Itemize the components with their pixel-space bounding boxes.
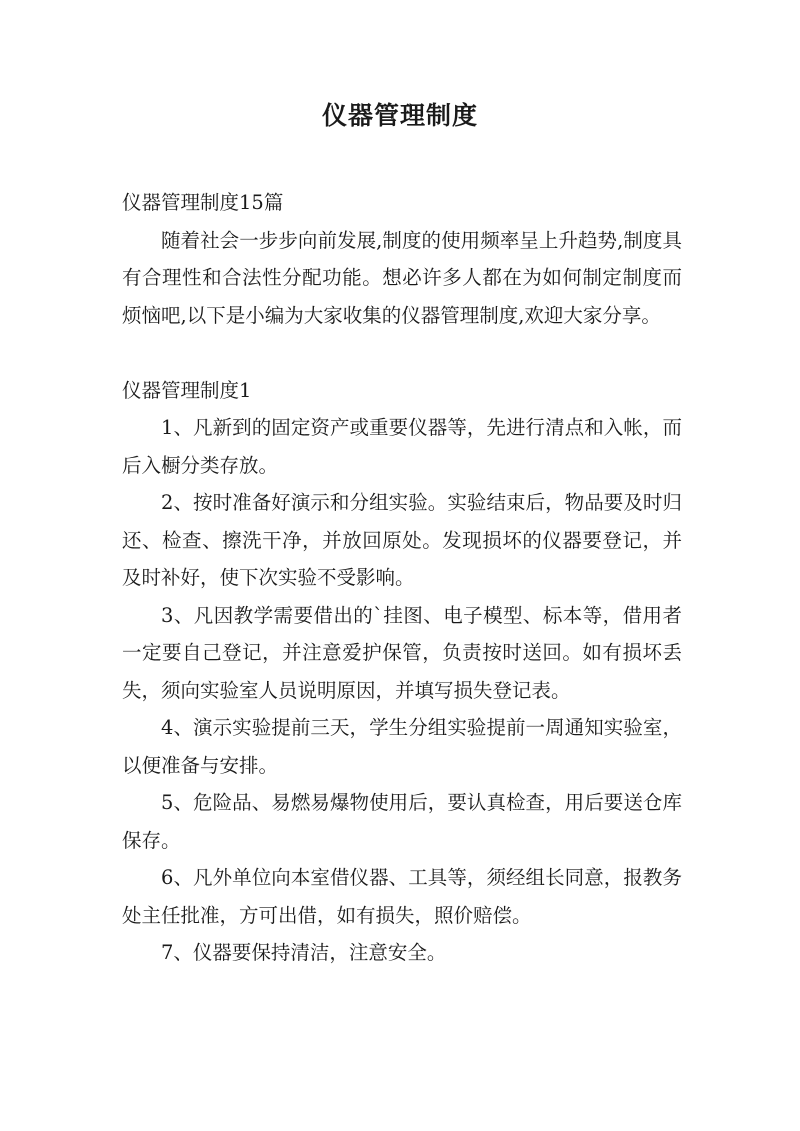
- document-title: 仪器管理制度: [321, 101, 478, 130]
- intro-paragraph: 随着社会一步步向前发展,制度的使用频率呈上升趋势,制度具有合理性和合法性分配功能。想必许多人都在为如何制定制度而烦恼吧,以下是小编为大家收集的仪器管理制度,欢迎大家分享。: [122, 228, 682, 327]
- rule-item-6: 6、凡外单位向本室借仪器、工具等，须经组长同意，报教务处主任批准，方可出借，如有损失，照价赔偿。: [122, 866, 682, 927]
- rule-item-7: 7、仪器要保持清洁，注意安全。: [161, 941, 447, 964]
- document-body: [122, 184, 682, 972]
- rule-item-1: 1、凡新到的固定资产或重要仪器等，先进行清点和入帐，而后入橱分类存放。: [122, 416, 682, 477]
- rule-item-2: 2、按时准备好演示和分组实验。实验结束后，物品要及时归还、检查、擦洗干净，并放回原处。发现损坏的仪器要登记，并及时补好，使下次实验不受影响。: [122, 491, 682, 589]
- intro-label: 仪器管理制度15篇: [122, 191, 284, 214]
- paragraph-spacer: [122, 334, 682, 372]
- section-label: 仪器管理制度1: [122, 378, 252, 402]
- rule-item-5: 5、危险品、易燃易爆物使用后，要认真检查，用后要送仓库保存。: [122, 791, 682, 852]
- rule-item-3: 3、凡因教学需要借出的`挂图、电子模型、标本等，借用者一定要自己登记，并注意爱护保管，负责按时送回。如有损坏丢失，须向实验室人员说明原因，并填写损失登记表。: [122, 603, 682, 702]
- rule-item-4: 4、演示实验提前三天，学生分组实验提前一周通知实验室，以便准备与安排。: [122, 716, 682, 777]
